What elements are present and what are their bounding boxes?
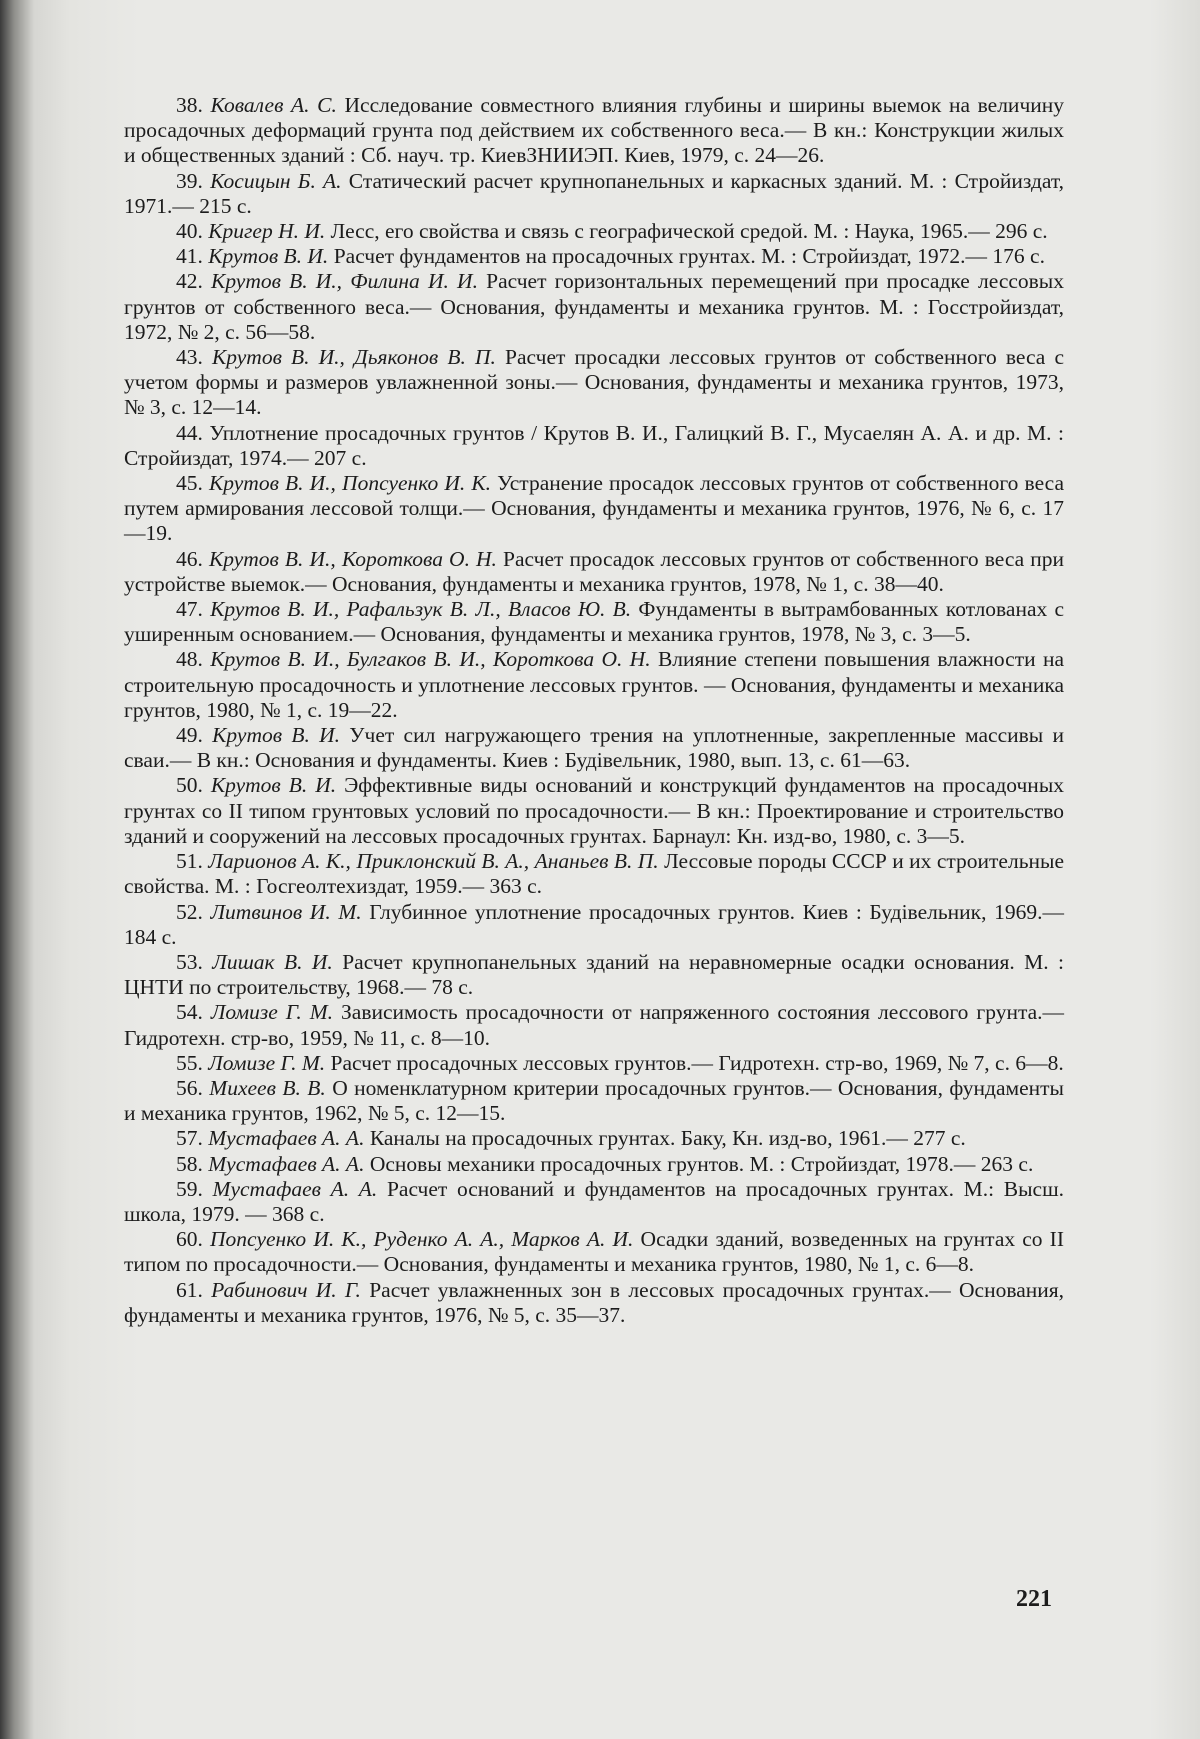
reference-43 (124, 345, 1064, 421)
reference-39 (124, 169, 1064, 219)
reference-text: Уплотнение просадочных грунтов / Крутов В. И., Галицкий В. Г., Мусаелян А. А. и др. М. : Стройиздат, 1974.— 207 с. (124, 420, 1065, 470)
reference-number: 41. (176, 244, 203, 269)
reference-text: О номенклатурном критерии просадочных грунтов.— Основания, фундаменты и механика грунтов, 1962, № 5, с. 12—15. (124, 1075, 1064, 1126)
reference-authors: Мустафаев А. А. (208, 1151, 365, 1176)
reference-text: Исследование совместного влияния глубины и ширины выемок на величину просадочных деформаций грунта под действием их собственного веса.— В кн.: Конструкции жилых и общественных зданий : Сб. науч. тр. КиевЗНИИЭП. Киев, 1979, с. 24—26. (124, 93, 1065, 168)
reference-text: Расчет фундаментов на просадочных грунтах. М. : Стройиздат, 1972.— 176 с. (333, 244, 1045, 269)
reference-text: Глубинное уплотнение просадочных грунтов. Киев : Будівельник, 1969.— 184 с. (124, 899, 1064, 949)
reference-46 (124, 547, 1064, 597)
reference-number: 55. (176, 1050, 203, 1075)
reference-text: Расчет просадок лессовых грунтов от собственного веса при устройстве выемок.— Основания, фундаменты и механика грунтов, 1978, № 1, с. 38—40. (124, 546, 1065, 596)
reference-50 (124, 773, 1064, 849)
reference-number: 46. (176, 546, 203, 571)
reference-text: Влияние степени повышения влажности на строительную просадочность и уплотнение лессовых грунтов. — Основания, фундаменты и механика грунтов, 1980, № 1, с. 19—22. (124, 647, 1064, 722)
reference-authors: Попсуенко И. К., Руденко А. А., Марков А. И. (210, 1227, 634, 1252)
reference-text: Лесс, его свойства и связь с географической средой. М. : Наука, 1965.— 296 с. (330, 219, 1048, 244)
reference-number: 42. (176, 269, 203, 294)
reference-text: Каналы на просадочных грунтах. Баку, Кн. изд-во, 1961.— 277 с. (369, 1126, 966, 1151)
reference-44 (124, 421, 1064, 471)
reference-38 (124, 93, 1064, 169)
reference-authors: Лишак В. И. (212, 949, 333, 974)
reference-text: Основы механики просадочных грунтов. М. : Стройиздат, 1978.— 263 с. (369, 1151, 1034, 1176)
reference-text: Расчет увлажненных зон в лессовых просадочных грунтах.— Основания, фундаменты и механика грунтов, 1976, № 5, с. 35—37. (124, 1277, 1065, 1327)
reference-number: 60. (176, 1227, 203, 1252)
reference-authors: Мустафаев А. А. (212, 1176, 378, 1201)
reference-text: Эффективные виды оснований и конструкций фундаментов на просадочных грунтах со II типом грунтовых условий по просадочности.— В кн.: Проектирование и строительство зданий и сооружений на лессовых просадочных грунтах. Барнаул: Кн. изд-во, 1980, с. 3—5. (124, 773, 1065, 848)
reference-number: 61. (176, 1277, 203, 1302)
reference-text: Лессовые породы СССР и их строительные свойства. М. : Госгеолтехиздат, 1959.— 363 с. (124, 849, 1064, 899)
reference-authors: Крутов В. И., Дьяконов В. П. (212, 345, 496, 370)
reference-authors: Литвинов И. М. (210, 899, 362, 924)
reference-number: 49. (176, 723, 203, 748)
reference-authors: Крутов В. И. (212, 723, 341, 748)
reference-48 (124, 647, 1064, 723)
reference-authors: Крутов В. И., Рафальзук В. Л., Власов Ю. В. (210, 597, 632, 622)
reference-number: 52. (176, 899, 203, 924)
reference-55 (124, 1051, 1064, 1076)
reference-text: Фундаменты в вытрамбованных котлованах с уширенным основанием.— Основания, фундаменты и механика грунтов, 1978, № 3, с. 3—5. (124, 597, 1065, 647)
reference-text: Устранение просадок лессовых грунтов от собственного веса путем армирования лессовой толщи.— Основания, фундаменты и механика грунтов, 1976, № 6, с. 17—19. (124, 471, 1064, 546)
reference-text: Расчет крупнопанельных зданий на неравномерные осадки основания. М. : ЦНТИ по строительству, 1968.— 78 с. (124, 949, 1065, 1000)
reference-authors: Крутов В. И., Булгаков В. И., Короткова О. Н. (210, 647, 651, 672)
reference-number: 39. (176, 168, 203, 193)
reference-53 (124, 950, 1064, 1000)
reference-number: 51. (176, 849, 203, 874)
reference-61 (124, 1278, 1064, 1328)
reference-authors: Михеев В. В. (209, 1075, 326, 1100)
reference-number: 56. (176, 1075, 203, 1100)
reference-47 (124, 597, 1064, 647)
reference-text: Расчет просадки лессовых грунтов от собственного веса с учетом формы и размеров увлажненной зоны.— Основания, фундаменты и механика грунтов, 1973, № 3, с. 12—14. (124, 345, 1064, 420)
reference-authors: Ломизе Г. М. (208, 1050, 326, 1075)
reference-number: 57. (176, 1126, 203, 1151)
reference-number: 54. (176, 1000, 203, 1025)
reference-text: Осадки зданий, возведенных на грунтах со II типом по просадочности.— Основания, фундаменты и механика грунтов, 1980, № 1, с. 6—8. (124, 1227, 1064, 1277)
reference-authors: Ларионов А. К., Приклонский В. А., Ананьев В. П. (208, 849, 659, 874)
reference-number: 50. (176, 773, 203, 798)
reference-text: Учет сил нагружающего трения на уплотненные, закрепленные массивы и сваи.— В кн.: Основания и фундаменты. Киев : Будівельник, 1980, вып. 13, с. 61—63. (124, 723, 1065, 773)
reference-authors: Косицын Б. А. (210, 168, 342, 193)
reference-42 (124, 269, 1064, 345)
reference-authors: Мустафаев А. А. (208, 1126, 365, 1151)
reference-text: Расчет оснований и фундаментов на просадочных грунтах. М.: Высш. школа, 1979. — 368 с. (124, 1176, 1065, 1226)
reference-number: 38. (176, 93, 203, 117)
reference-45 (124, 471, 1064, 547)
reference-number: 45. (176, 471, 203, 496)
reference-number: 43. (176, 345, 203, 370)
reference-authors: Крутов В. И., Попсуенко И. К. (209, 471, 491, 496)
reference-52 (124, 900, 1064, 950)
reference-41 (124, 244, 1064, 269)
reference-number: 59. (176, 1176, 203, 1201)
reference-authors: Ломизе Г. М. (210, 1000, 334, 1025)
bibliography-list (124, 93, 1064, 1328)
reference-number: 40. (176, 219, 203, 244)
reference-56 (124, 1076, 1064, 1126)
reference-number: 58. (176, 1151, 203, 1176)
reference-authors: Крутов В. И., Короткова О. Н. (208, 546, 497, 571)
reference-58 (124, 1152, 1064, 1177)
reference-51 (124, 849, 1064, 899)
reference-text: Расчет горизонтальных перемещений при просадке лессовых грунтов от собственного веса.— Основания, фундаменты и механика грунтов. М. : Госстройиздат, 1972, № 2, с. 56—58. (124, 269, 1064, 344)
reference-authors: Рабинович И. Г. (211, 1277, 361, 1302)
reference-authors: Крутов В. И. (210, 773, 337, 798)
page-number: 221 (1016, 1586, 1052, 1612)
reference-authors: Ковалев А. С. (210, 93, 337, 117)
reference-59 (124, 1177, 1064, 1227)
reference-49 (124, 723, 1064, 773)
reference-54 (124, 1000, 1064, 1050)
reference-text: Зависимость просадочности от напряженного состояния лессового грунта.— Гидротехн. стр-во, 1959, № 11, с. 8—10. (124, 1000, 1065, 1050)
reference-number: 53. (176, 949, 203, 974)
reference-number: 47. (176, 597, 203, 622)
reference-authors: Кригер Н. И. (208, 219, 326, 244)
reference-text: Статический расчет крупнопанельных и каркасных зданий. М. : Стройиздат, 1971.— 215 с. (124, 168, 1065, 218)
reference-number: 48. (176, 647, 203, 672)
reference-40 (124, 219, 1064, 244)
reference-authors: Крутов В. И., Филина И. И. (211, 269, 478, 294)
reference-number: 44. (176, 420, 203, 445)
reference-60 (124, 1227, 1064, 1277)
reference-text: Расчет просадочных лессовых грунтов.— Гидротехн. стр-во, 1969, № 7, с. 6—8. (330, 1050, 1064, 1075)
reference-57 (124, 1126, 1064, 1151)
reference-authors: Крутов В. И. (208, 244, 329, 269)
